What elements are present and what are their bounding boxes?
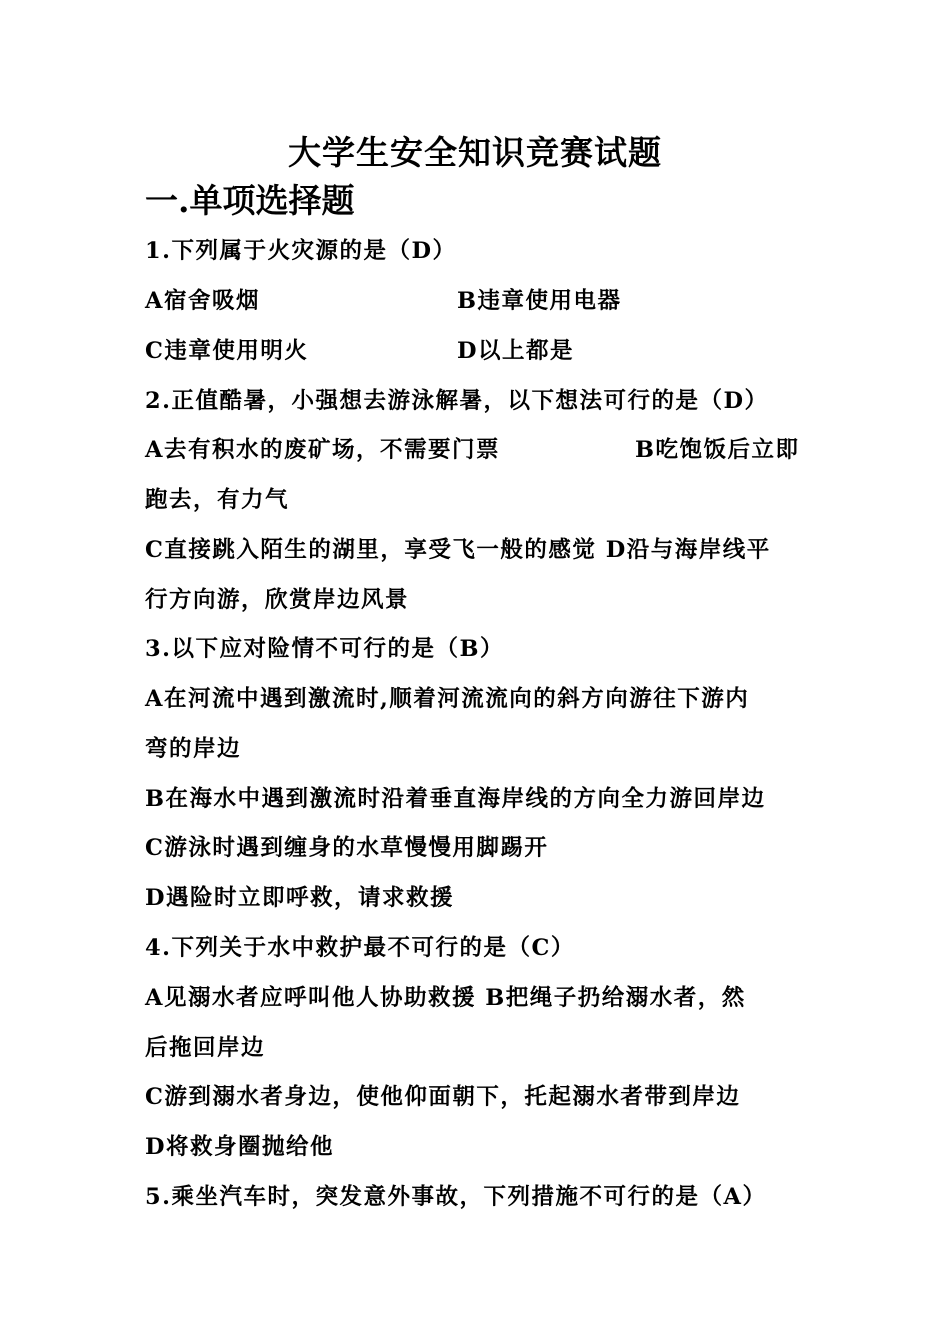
question-3-stem: 3.以下应对险情不可行的是（B） (145, 636, 505, 662)
question-1-stem: 1.下列属于火灾源的是（D） (145, 238, 457, 264)
question-1-option-b: B违章使用电器 (457, 288, 622, 314)
question-2-stem: 2.正值酷暑，小强想去游泳解暑，以下想法可行的是（D） (145, 388, 769, 414)
question-2-option-a: A去有积水的废矿场，不需要门票 (145, 437, 500, 463)
question-4-option-ab-line2: 后拖回岸边 (145, 1035, 266, 1061)
question-3-option-c: C游泳时遇到缠身的水草慢慢用脚踢开 (145, 835, 549, 861)
document-title: 大学生安全知识竞赛试题 (288, 133, 662, 172)
question-4-option-d: D将救身圈抛给他 (145, 1134, 335, 1160)
question-4-option-c: C游到溺水者身边，使他仰面朝下，托起溺水者带到岸边 (145, 1084, 741, 1110)
question-4-stem: 4.下列关于水中救护最不可行的是（C） (145, 935, 575, 961)
question-3-option-a-line1: A在河流中遇到激流时,顺着河流流向的斜方向游往下游内 (145, 686, 750, 712)
question-3-option-d: D遇险时立即呼救，请求救援 (145, 885, 455, 911)
question-2-option-cd-line2: 行方向游，欣赏岸边风景 (145, 587, 410, 613)
question-4-option-ab-line1: A见溺水者应呼叫他人协助救援 B把绳子扔给溺水者，然 (145, 985, 746, 1011)
question-1-option-c: C违章使用明火 (145, 338, 309, 364)
question-1-option-d: D以上都是 (457, 338, 575, 364)
question-3-option-b: B在海水中遇到激流时沿着垂直海岸线的方向全力游回岸边 (145, 786, 766, 812)
question-3-option-a-line2: 弯的岸边 (145, 736, 242, 762)
question-2-option-b-line1: B吃饱饭后立即 (635, 437, 800, 463)
question-1-option-a: A宿舍吸烟 (145, 288, 260, 314)
question-5-stem: 5.乘坐汽车时，突发意外事故，下列措施不可行的是（A） (145, 1184, 767, 1210)
question-2-option-b-line2: 跑去，有力气 (145, 487, 290, 513)
question-2-option-cd-line1: C直接跳入陌生的湖里，享受飞一般的感觉 D沿与海岸线平 (145, 537, 771, 563)
section-heading: 一.单项选择题 (145, 181, 355, 220)
